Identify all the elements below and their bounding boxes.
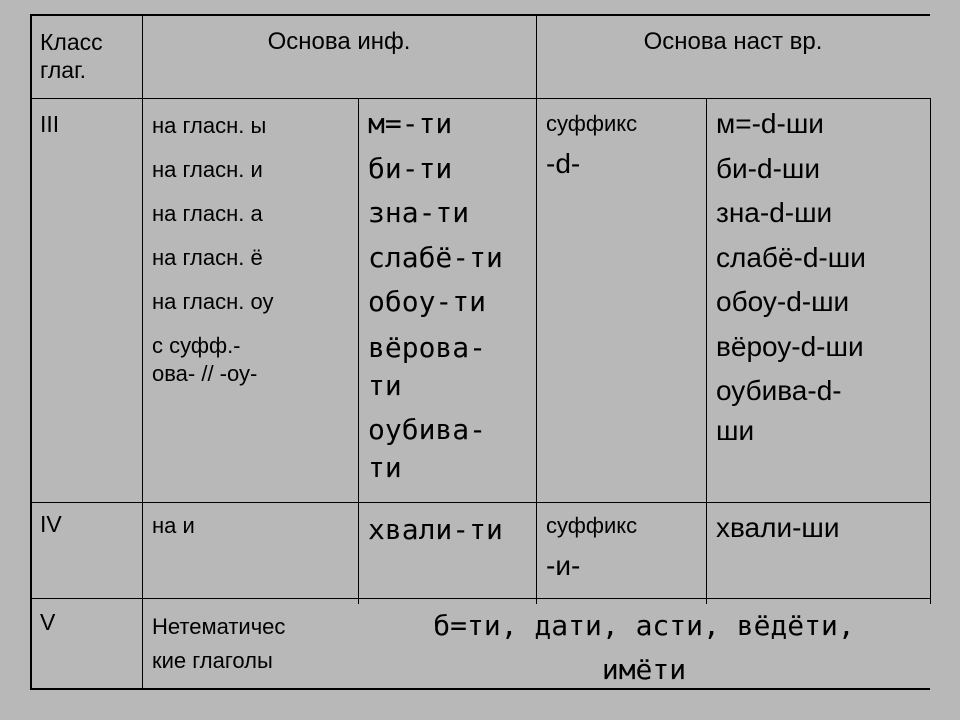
verb-class-table: [30, 14, 930, 690]
row4-suffix-value: -и-: [546, 550, 581, 581]
row4-description: на и: [152, 513, 195, 538]
row3-inf-item: оубива- ти: [368, 412, 487, 484]
row3-desc-item: на гласн. и: [152, 157, 263, 182]
row3-inf-item: зна-ти: [368, 196, 470, 229]
row3-pres-item: зна-d-ши: [716, 197, 833, 228]
row3-inf-list: [368, 102, 536, 487]
row3-pres-item: оубива-d- ши: [716, 375, 842, 446]
row5-description: Нетематичес кие глаголы: [152, 614, 286, 673]
row3-class: III: [40, 111, 60, 137]
table-border-top: [30, 14, 930, 16]
row3-pres-item: м=-d-ши: [716, 108, 824, 139]
row4-inf: хвали-ти: [368, 513, 503, 546]
header-inf: Основа инф.: [267, 28, 411, 55]
table-border-left: [30, 14, 32, 690]
row3-suffix-value: -d-: [546, 148, 581, 179]
header-divider: [30, 98, 930, 99]
row3-desc-item: на гласн. ё: [152, 245, 263, 270]
row3-desc-item: на гласн. а: [152, 201, 263, 226]
row3-desc-item: с суфф.- ова- // -оу-: [152, 333, 258, 386]
row3-desc-item: на гласн. ы: [152, 113, 267, 138]
row3-inf-item: слабё-ти: [368, 240, 503, 274]
row5-class: V: [40, 609, 56, 635]
row3-suffix: [546, 110, 706, 184]
header-class: Класс глаг.: [40, 29, 103, 83]
col-divider-1: [142, 14, 143, 690]
row3-inf-item: обоу-ти: [368, 285, 487, 318]
row3-inf-item: вёрова- ти: [368, 330, 487, 402]
row3-pres-item: би-d-ши: [716, 152, 821, 184]
row4-suffix: [546, 512, 706, 586]
row3-inf-item: би-ти: [368, 151, 453, 185]
row4-suffix-label: суффикс: [546, 513, 638, 538]
table-border-right: [930, 98, 931, 604]
row4-class: IV: [40, 511, 62, 537]
row3-desc-item: на гласн. оу: [152, 289, 274, 314]
row3-suffix-label: суффикс: [546, 111, 638, 136]
col-divider-4: [706, 98, 707, 604]
col-divider-2: [358, 98, 359, 604]
row3-pres-item: обоу-d-ши: [716, 286, 850, 317]
row-divider-4-5: [30, 598, 930, 599]
row5-verbs: б=ти, дати, асти, вёдёти, имёти: [433, 609, 855, 686]
row3-pres-item: вёроу-d-ши: [716, 330, 864, 362]
row3-inf-item: м=-ти: [368, 107, 453, 140]
row3-pres-list: [716, 102, 930, 451]
col-divider-3: [536, 14, 537, 604]
header-pres: Основа наст вр.: [643, 28, 823, 55]
row3-pres-item: слабё-d-ши: [716, 241, 866, 273]
row-divider-3-4: [30, 502, 930, 503]
row4-pres: хвали-ши: [716, 512, 840, 543]
row3-description: [152, 104, 352, 388]
